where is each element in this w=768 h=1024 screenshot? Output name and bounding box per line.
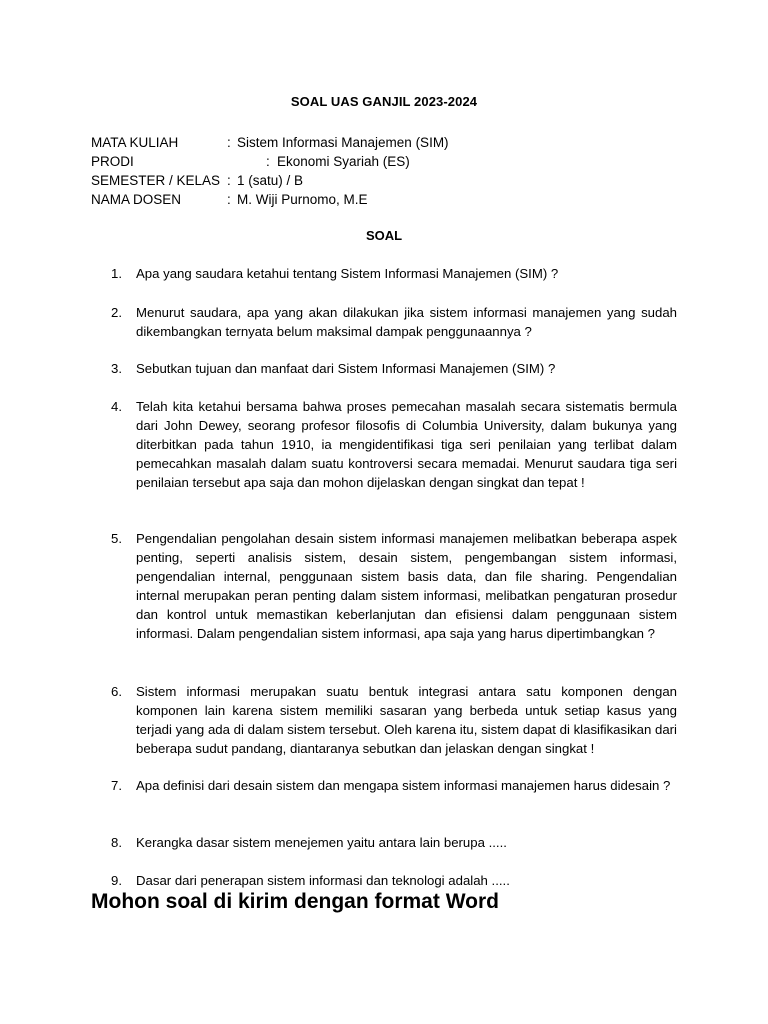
question-number: 1. [111,266,122,281]
question-text: Kerangka dasar sistem menejemen yaitu antara lain berupa ..... [136,835,507,850]
course-info-colon: : [227,173,231,188]
document-title: SOAL UAS GANJIL 2023-2024 [290,94,478,109]
course-info-label: NAMA DOSEN [91,192,182,207]
footer-note: Mohon soal di kirim dengan format Word [91,890,499,913]
question-text: Dasar dari penerapan sistem informasi dan teknologi adalah ..... [136,873,510,888]
question-number: 5. [111,531,122,546]
course-info-value: M. Wiji Purnomo, M.E [237,192,368,207]
question-number: 3. [111,361,122,376]
course-info-value: 1 (satu) / B [237,173,304,188]
question-text: Apa definisi dari desain sistem dan mengapa sistem informasi manajemen harus didesain ? [136,778,671,793]
question-text: Sebutkan tujuan dan manfaat dari Sistem Informasi Manajemen (SIM) ? [136,361,556,376]
question-number: 4. [111,399,122,414]
course-info-colon: : [227,192,231,207]
question-number: 8. [111,835,122,850]
course-info-label: SEMESTER / KELAS [91,173,221,188]
question-text: Pengendalian pengolahan desain sistem informasi manajemen melibatkan beberapa aspek penting, seperti analisis sistem, desain sistem, pengembangan sistem informasi, pengendalian internal, penggunaan sistem basis data, dan file sharing. Pengendalian internal merupakan peran penting dalam sistem informasi, melibatkan pengaturan prosedur dan kontrol untuk memastikan keberlanjutan dan efisiensi dalam penggunaan sistem informasi. Dalam pengendalian sistem informasi, apa saja yang harus dipertimbangkan ? [136,531,677,641]
question-number: 7. [111,778,122,793]
course-info-value: Sistem Informasi Manajemen (SIM) [237,135,449,150]
question-text: Sistem informasi merupakan suatu bentuk integrasi antara satu komponen dengan komponen lain karena sistem memiliki sasaran yang berbeda untuk setiap kasus yang terjadi yang ada di dalam sistem tersebut. Oleh karena itu, sistem dapat di klasifikasikan dari beberapa sudut pandang, diantaranya sebutkan dan jelaskan dengan singkat ! [136,684,677,756]
question-text: Telah kita ketahui bersama bahwa proses pemecahan masalah secara sistematis bermula dari John Dewey, seorang profesor filosofis di Columbia University, dalam bukunya yang diterbitkan pada tahun 1910, ia mengidentifikasi tiga seri penilaian yang terlibat dalam pemecahkan masalah dalam suatu kontroversi secara memadai. Menurut saudara tiga seri penilaian tersebut apa saja dan mohon dijelaskan dengan singkat dan tepat ! [136,399,677,490]
question-number: 9. [111,873,122,888]
course-info-label: PRODI [91,154,134,169]
question-text: Apa yang saudara ketahui tentang Sistem Informasi Manajemen (SIM) ? [136,266,559,281]
course-info-colon: : [227,135,231,150]
question-text: Menurut saudara, apa yang akan dilakukan jika sistem informasi manajemen yang sudah dikembangkan ternyata belum maksimal dampak penggunaannya ? [136,305,677,339]
section-heading: SOAL [365,228,403,243]
question-number: 6. [111,684,122,699]
question-number: 2. [111,305,122,320]
course-info-colon: : [266,154,270,169]
course-info-value: Ekonomi Syariah (ES) [277,154,410,169]
course-info-label: MATA KULIAH [91,135,179,150]
